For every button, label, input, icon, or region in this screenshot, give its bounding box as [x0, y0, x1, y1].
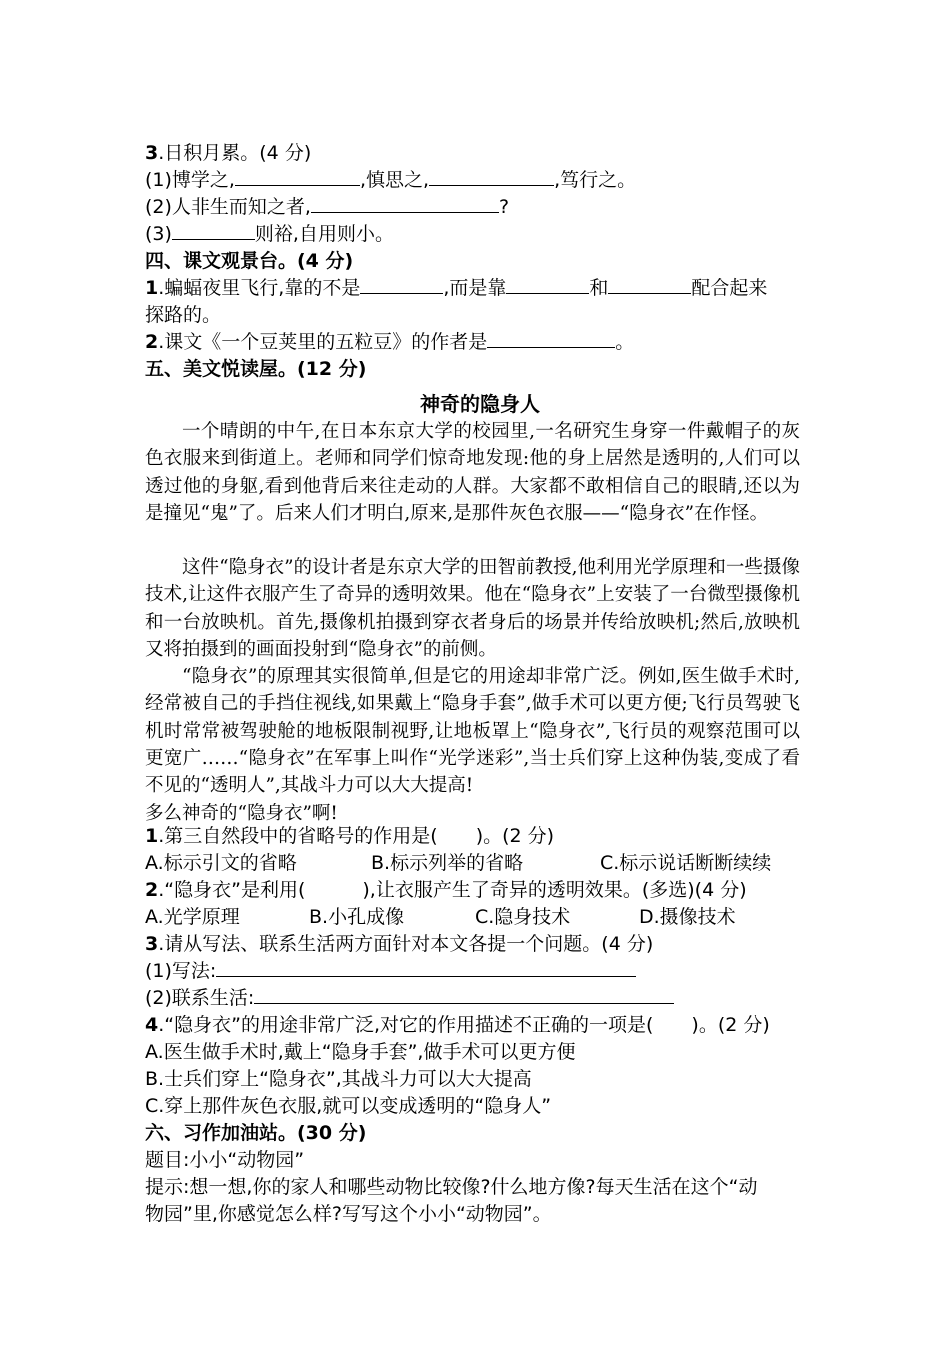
q-number: 2 — [145, 331, 159, 353]
s5-q3-1-label: (1)写法: — [145, 960, 217, 982]
s5-q3-2 — [145, 985, 674, 1012]
answer-blank[interactable] — [429, 167, 554, 186]
option-b[interactable]: B.小孔成像 — [309, 906, 405, 928]
answer-blank[interactable] — [311, 194, 499, 213]
s4-q2-text-b: 。 — [615, 331, 635, 353]
s3-q3-text-b: 则裕,自用则小。 — [254, 223, 394, 245]
s5-q2-options — [145, 904, 815, 931]
writing-hint-line-2: 物园”里,你感觉怎么样?写写这个小小“动物园”。 — [145, 1203, 552, 1225]
s4-q1-cont: 探路的。 — [145, 304, 222, 326]
s4-q2 — [145, 329, 634, 356]
s4-q2-text-a: .课文《一个豆荚里的五粒豆》的作者是 — [158, 331, 488, 353]
q-number: 4 — [145, 1014, 159, 1036]
q-number: 1 — [145, 277, 159, 299]
s5-q2-text: .“隐身衣”是利用( ),让衣服产生了奇异的透明效果。(多选)(4 分) — [158, 879, 747, 901]
option-c[interactable]: C.穿上那件灰色衣服,就可以变成透明的“隐身人” — [145, 1095, 552, 1117]
section5-heading: 五、美文悦读屋。(12 分) — [145, 358, 367, 380]
section3-title-text: .日积月累。(4 分) — [158, 142, 312, 164]
article-title: 神奇的隐身人 — [420, 392, 540, 416]
s5-q2 — [145, 877, 747, 904]
option-d[interactable]: D.摄像技术 — [639, 906, 736, 928]
s4-q1-text-b: ,而是靠 — [443, 277, 507, 299]
option-b[interactable]: B.标示列举的省略 — [371, 852, 524, 874]
s3-q1-text-c: ,笃行之。 — [554, 169, 637, 191]
article-paragraph-4: 多么神奇的“隐身衣”啊! — [145, 803, 338, 824]
s5-q4 — [145, 1012, 770, 1039]
answer-blank[interactable] — [487, 329, 615, 348]
s5-q3 — [145, 931, 653, 958]
option-a[interactable]: A.光学原理 — [145, 906, 240, 928]
answer-blank[interactable] — [506, 275, 589, 294]
s3-q3 — [145, 221, 394, 248]
s3-q2 — [145, 194, 509, 221]
writing-hint-line-1: 提示:想一想,你的家人和哪些动物比较像?什么地方像?每天生活在这个“动 — [145, 1176, 758, 1198]
s3-q1-text-a: (1)博学之, — [145, 169, 235, 191]
s3-q2-text-b: ? — [498, 196, 510, 218]
section3-title — [145, 140, 311, 167]
answer-blank[interactable] — [608, 275, 691, 294]
article-paragraph-2: 这件“隐身衣”的设计者是东京大学的田智前教授,他利用光学原理和一些摄像技术,让这件衣服产生了奇异的透明效果。他在“隐身衣”上安装了一台微型摄像机和一台放映机。首先,摄像机拍摄到穿衣者身后的场景并传给放映机;然后,放映机又将拍摄到的画面投射到“隐身衣”的前侧。 — [145, 557, 800, 660]
s5-q3-2-label: (2)联系生活: — [145, 987, 255, 1009]
option-a[interactable]: A.标示引文的省略 — [145, 852, 297, 874]
s3-q1-text-b: ,慎思之, — [359, 169, 430, 191]
s4-q1 — [145, 275, 767, 302]
option-a[interactable]: A.医生做手术时,戴上“隐身手套”,做手术可以更方便 — [145, 1041, 576, 1063]
answer-blank[interactable] — [172, 221, 255, 240]
section6-heading: 六、习作加油站。(30 分) — [145, 1122, 367, 1144]
s5-q1 — [145, 823, 554, 850]
option-c[interactable]: C.标示说话断断续续 — [600, 852, 772, 874]
writing-topic: 题目:小小“动物园” — [145, 1149, 305, 1171]
s5-q3-text: .请从写法、联系生活两方面针对本文各提一个问题。(4 分) — [158, 933, 654, 955]
article-paragraph-3: “隐身衣”的原理其实很简单,但是它的用途却非常广泛。例如,医生做手术时,经常被自己的手挡住视线,如果戴上“隐身手套”,做手术可以更方便;飞行员驾驶飞机时常常被驾驶舱的地板限制视野,让地板罩上“隐身衣”,飞行员的观察范围可以更宽广……“隐身衣”在军事上叫作“光学迷彩”,当士兵们穿上这种伪装,变成了看不见的“透明人”,其战斗力可以大大提高! — [145, 666, 800, 797]
q-number: 3 — [145, 142, 159, 164]
option-c[interactable]: C.隐身技术 — [475, 906, 571, 928]
s5-q1-options — [145, 850, 815, 877]
q-number: 2 — [145, 879, 159, 901]
s5-q4-text: .“隐身衣”的用途非常广泛,对它的作用描述不正确的一项是( )。(2 分) — [158, 1014, 770, 1036]
section4-heading: 四、课文观景台。(4 分) — [145, 250, 354, 272]
answer-blank[interactable] — [216, 958, 636, 977]
s5-q1-text: .第三自然段中的省略号的作用是( )。(2 分) — [158, 825, 555, 847]
answer-blank[interactable] — [360, 275, 443, 294]
option-b[interactable]: B.士兵们穿上“隐身衣”,其战斗力可以大大提高 — [145, 1068, 532, 1090]
s3-q1 — [145, 167, 636, 194]
answer-blank[interactable] — [235, 167, 360, 186]
s4-q1-text-d: 配合起来 — [691, 277, 768, 299]
s5-q3-1 — [145, 958, 636, 985]
article-paragraph-1: 一个晴朗的中午,在日本东京大学的校园里,一名研究生身穿一件戴帽子的灰色衣服来到街道上。老师和同学们惊奇地发现:他的身上居然是透明的,人们可以透过他的身躯,看到他背后来往走动的人群。大家都不敢相信自己的眼睛,还以为是撞见“鬼”了。后来人们才明白,原来,是那件灰色衣服——“隐身衣”在作怪。 — [145, 421, 800, 524]
s3-q3-text-a: (3) — [145, 223, 172, 245]
s3-q2-text-a: (2)人非生而知之者, — [145, 196, 311, 218]
q-number: 3 — [145, 933, 159, 955]
q-number: 1 — [145, 825, 159, 847]
s4-q1-text-a: .蝙蝠夜里飞行,靠的不是 — [158, 277, 361, 299]
s4-q1-text-c: 和 — [589, 277, 609, 299]
answer-blank[interactable] — [254, 985, 674, 1004]
